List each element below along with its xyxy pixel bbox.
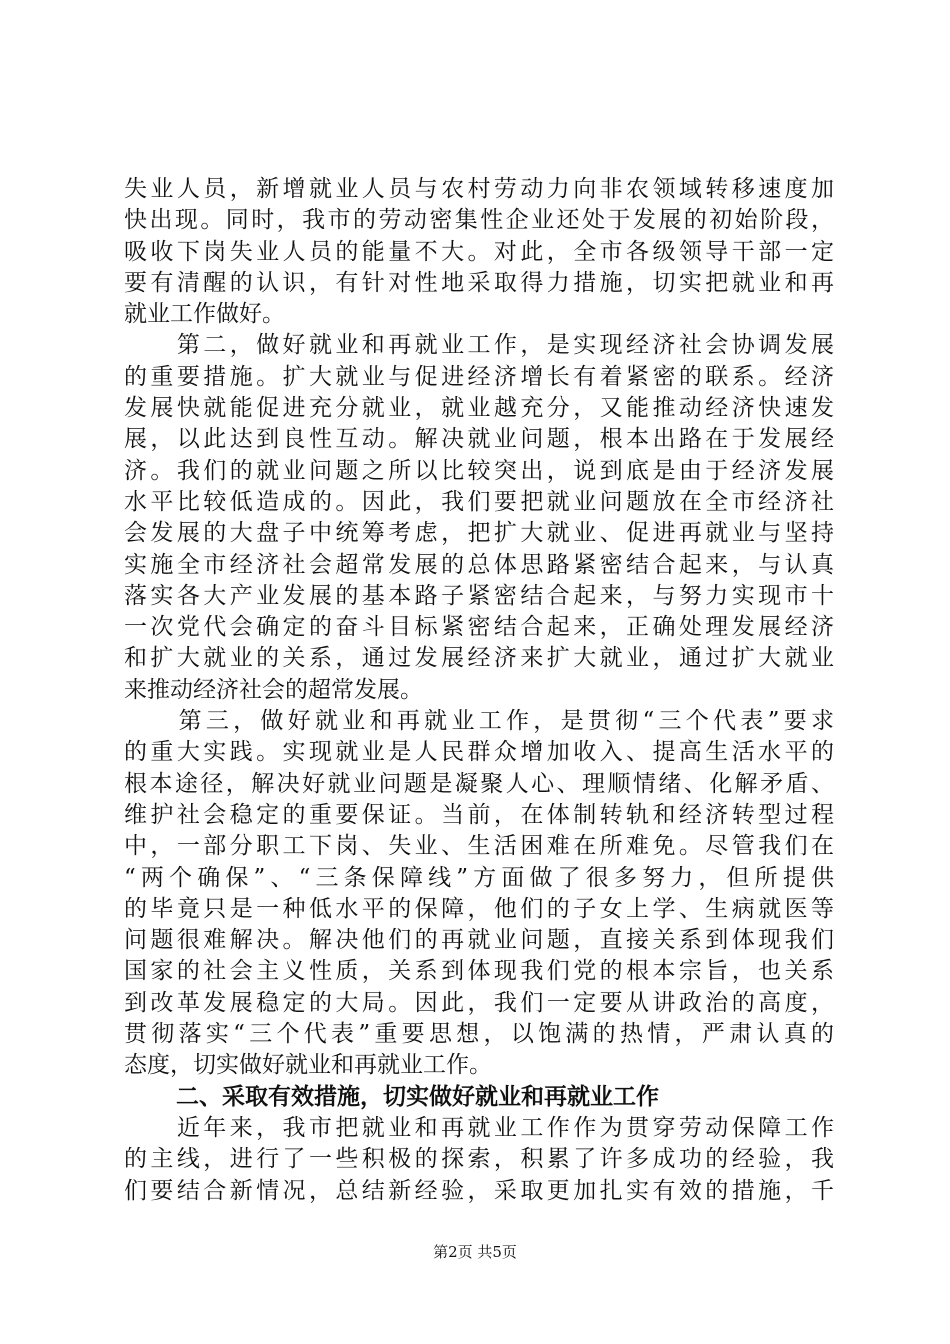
- text-line: 吸收下岗失业人员的能量不大。对此，全市各级领导干部一定: [124, 238, 834, 265]
- document-body: [124, 174, 834, 1207]
- text-line: 态度，切实做好就业和再就业工作。: [124, 1052, 492, 1079]
- section-heading: 二、采取有效措施，切实做好就业和再就业工作: [176, 1083, 659, 1110]
- text-line: 根本途径，解决好就业问题是凝聚人心、理顺情绪、化解矛盾、: [124, 770, 834, 797]
- text-line: 的重大实践。实现就业是人民群众增加收入、提高生活水平的: [124, 739, 834, 766]
- text-line: 维护社会稳定的重要保证。当前，在体制转轨和经济转型过程: [124, 801, 834, 828]
- text-line: 会发展的大盘子中统筹考虑，把扩大就业、促进再就业与坚持: [124, 520, 834, 547]
- text-line: 要有清醒的认识，有针对性地采取得力措施，切实把就业和再: [124, 269, 834, 296]
- text-line: 落实各大产业发展的基本路子紧密结合起来，与努力实现市十: [124, 582, 834, 609]
- text-line: “两个确保”、“三条保障线”方面做了很多努力，但所提供: [124, 864, 834, 891]
- text-line: 来推动经济社会的超常发展。: [124, 676, 423, 703]
- text-line: 展，以此达到良性互动。解决就业问题，根本出路在于发展经: [124, 426, 834, 453]
- text-line: 贯彻落实“三个代表”重要思想，以饱满的热情，严肃认真的: [124, 1021, 834, 1048]
- text-line: 实施全市经济社会超常发展的总体思路紧密结合起来，与认真: [124, 551, 834, 578]
- text-line: 的重要措施。扩大就业与促进经济增长有着紧密的联系。经济: [124, 363, 834, 390]
- text-line: 到改革发展稳定的大局。因此，我们一定要从讲政治的高度，: [124, 989, 834, 1016]
- text-line: 中，一部分职工下岗、失业、生活困难在所难免。尽管我们在: [124, 833, 834, 860]
- text-line: 水平比较低造成的。因此，我们要把就业问题放在全市经济社: [124, 488, 834, 515]
- text-line: 近年来，我市把就业和再就业工作作为贯穿劳动保障工作: [124, 1114, 834, 1141]
- text-line: 快出现。同时，我市的劳动密集性企业还处于发展的初始阶段，: [124, 207, 834, 234]
- text-line: 发展快就能促进充分就业，就业越充分，又能推动经济快速发: [124, 395, 834, 422]
- text-line: 就业工作做好。: [124, 301, 285, 328]
- text-line: 国家的社会主义性质，关系到体现我们党的根本宗旨，也关系: [124, 958, 834, 985]
- text-line: 们要结合新情况，总结新经验，采取更加扎实有效的措施，千: [124, 1177, 834, 1204]
- text-line: 的毕竟只是一种低水平的保障，他们的子女上学、生病就医等: [124, 895, 834, 922]
- text-line: 一次党代会确定的奋斗目标紧密结合起来，正确处理发展经济: [124, 614, 834, 641]
- text-line: 第二，做好就业和再就业工作，是实现经济社会协调发展: [124, 332, 834, 359]
- text-line: 第三，做好就业和再就业工作，是贯彻“三个代表”要求: [124, 708, 834, 735]
- text-line: 济。我们的就业问题之所以比较突出，说到底是由于经济发展: [124, 457, 834, 484]
- text-line: 问题很难解决。解决他们的再就业问题，直接关系到体现我们: [124, 927, 834, 954]
- page-footer: 第2页 共5页: [433, 1243, 517, 1261]
- text-line: 的主线，进行了一些积极的探索，积累了许多成功的经验，我: [124, 1146, 834, 1173]
- text-line: 和扩大就业的关系，通过发展经济来扩大就业，通过扩大就业: [124, 645, 834, 672]
- text-line: 失业人员，新增就业人员与农村劳动力向非农领域转移速度加: [124, 176, 834, 202]
